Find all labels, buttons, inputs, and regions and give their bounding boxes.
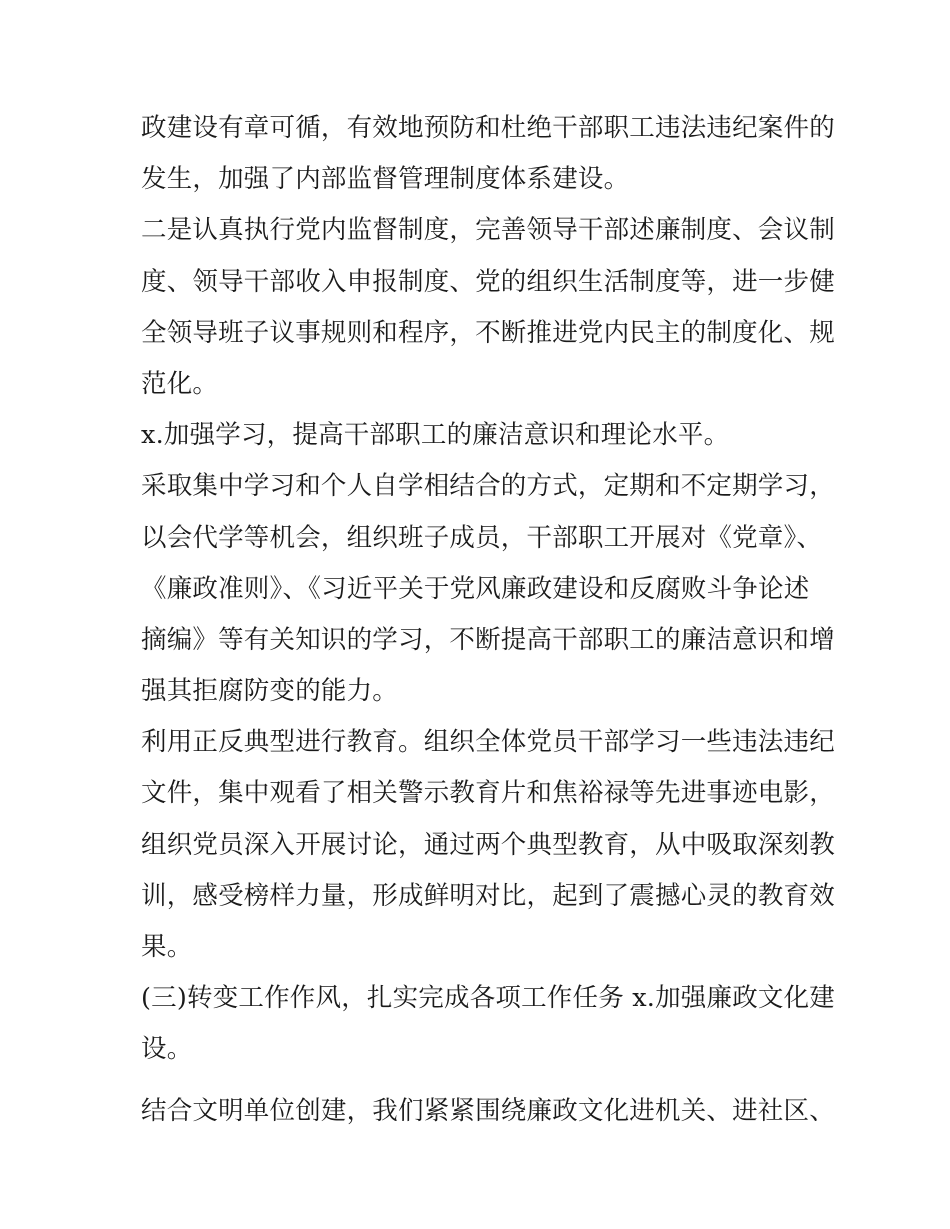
text-line: 度、领导干部收入申报制度、党的组织生活制度等，进一步健 (141, 266, 835, 297)
text-line: 发生，加强了内部监督管理制度体系建设。 (141, 164, 630, 195)
text-line: 结合文明单位创建，我们紧紧围绕廉政文化进机关、进社区、 (141, 1095, 835, 1126)
text-line: 范化。 (141, 368, 219, 399)
text-line: 以会代学等机会，组织班子成员，干部职工开展对《党章》、 (141, 522, 823, 553)
text-line: 《廉政准则》、《习近平关于党风廉政建设和反腐败斗争论述 (141, 573, 810, 604)
text-line: 二是认真执行党内监督制度，完善领导干部述廉制度、会议制 (141, 215, 835, 246)
text-line: 政建设有章可循，有效地预防和杜绝干部职工违法违纪案件的 (141, 113, 835, 143)
text-line: 摘编》等有关知识的学习，不断提高干部职工的廉洁意识和增 (141, 624, 835, 655)
text-line: 设。 (141, 1034, 193, 1065)
text-line: 强其拒腐防变的能力。 (141, 676, 399, 707)
text-line: 组织党员深入开展讨论，通过两个典型教育，从中吸取深刻教 (141, 829, 835, 860)
text-line: 全领导班子议事规则和程序，不断推进党内民主的制度化、规 (141, 317, 835, 348)
section-heading: (三)转变工作作风，扎实完成各项工作任务 x.加强廉政文化建 (141, 983, 835, 1014)
document-body (141, 103, 835, 1137)
text-line: 采取集中学习和个人自学相结合的方式，定期和不定期学习， (141, 471, 835, 502)
text-line: 利用正反典型进行教育。组织全体党员干部学习一些违法违纪 (141, 727, 835, 758)
section-heading: x.加强学习，提高干部职工的廉洁意识和理论水平。 (141, 420, 730, 451)
text-line: 训，感受榜样力量，形成鲜明对比，起到了震撼心灵的教育效 (141, 880, 835, 911)
text-line: 文件，集中观看了相关警示教育片和焦裕禄等先进事迹电影， (141, 778, 835, 809)
text-line: 果。 (141, 932, 193, 962)
